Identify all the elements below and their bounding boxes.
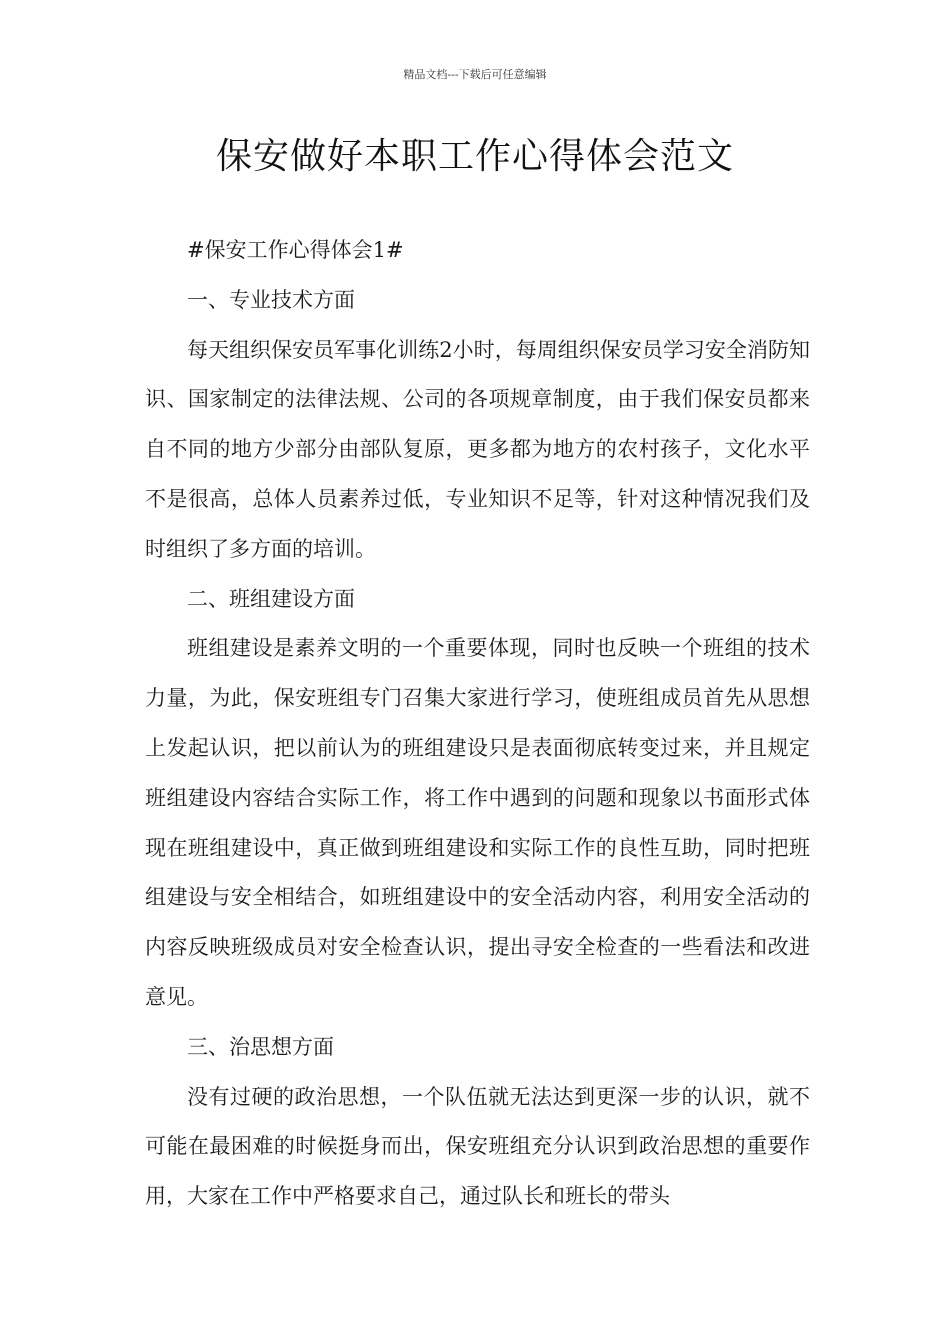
paragraph-1: 每天组织保安员军事化训练2小时，每周组织保安员学习安全消防知识、国家制定的法律法规、公司的各项规章制度，由于我们保安员都来自不同的地方少部分由部队复原，更多都为地方的农村孩子，文化水平不是很高，总体人员素养过低，专业知识不足等，针对这种情况我们及时组织了多方面的培训。 — [145, 337, 810, 561]
section-heading-3: 三、治思想方面 — [187, 1034, 334, 1059]
section-heading-1: 一、专业技术方面 — [187, 287, 355, 312]
paragraph-3: 没有过硬的政治思想，一个队伍就无法达到更深一步的认识，就不可能在最困难的时候挺身而出，保安班组充分认识到政治思想的重要作用，大家在工作中严格要求自己，通过队长和班长的带头 — [145, 1084, 810, 1209]
paragraph-2: 班组建设是素养文明的一个重要体现，同时也反映一个班组的技术力量，为此，保安班组专门召集大家进行学习，使班组成员首先从思想上发起认识，把以前认为的班组建设只是表面彻底转变过来，并且规定班组建设内容结合实际工作，将工作中遇到的问题和现象以书面形式体现在班组建设中，真正做到班组建设和实际工作的良性互助，同时把班组建设与安全相结合，如班组建设中的安全活动内容，利用安全活动的内容反映班级成员对安全检查认识，提出寻安全检查的一些看法和改进意见。 — [145, 636, 810, 1009]
section-heading-2: 二、班组建设方面 — [187, 586, 355, 611]
section-subtitle: #保安工作心得体会1# — [187, 238, 404, 262]
header-note: 精品文档---下载后可任意编辑 — [403, 68, 547, 81]
document-body — [145, 226, 810, 1222]
document-title: 保安做好本职工作心得体会范文 — [215, 136, 734, 177]
